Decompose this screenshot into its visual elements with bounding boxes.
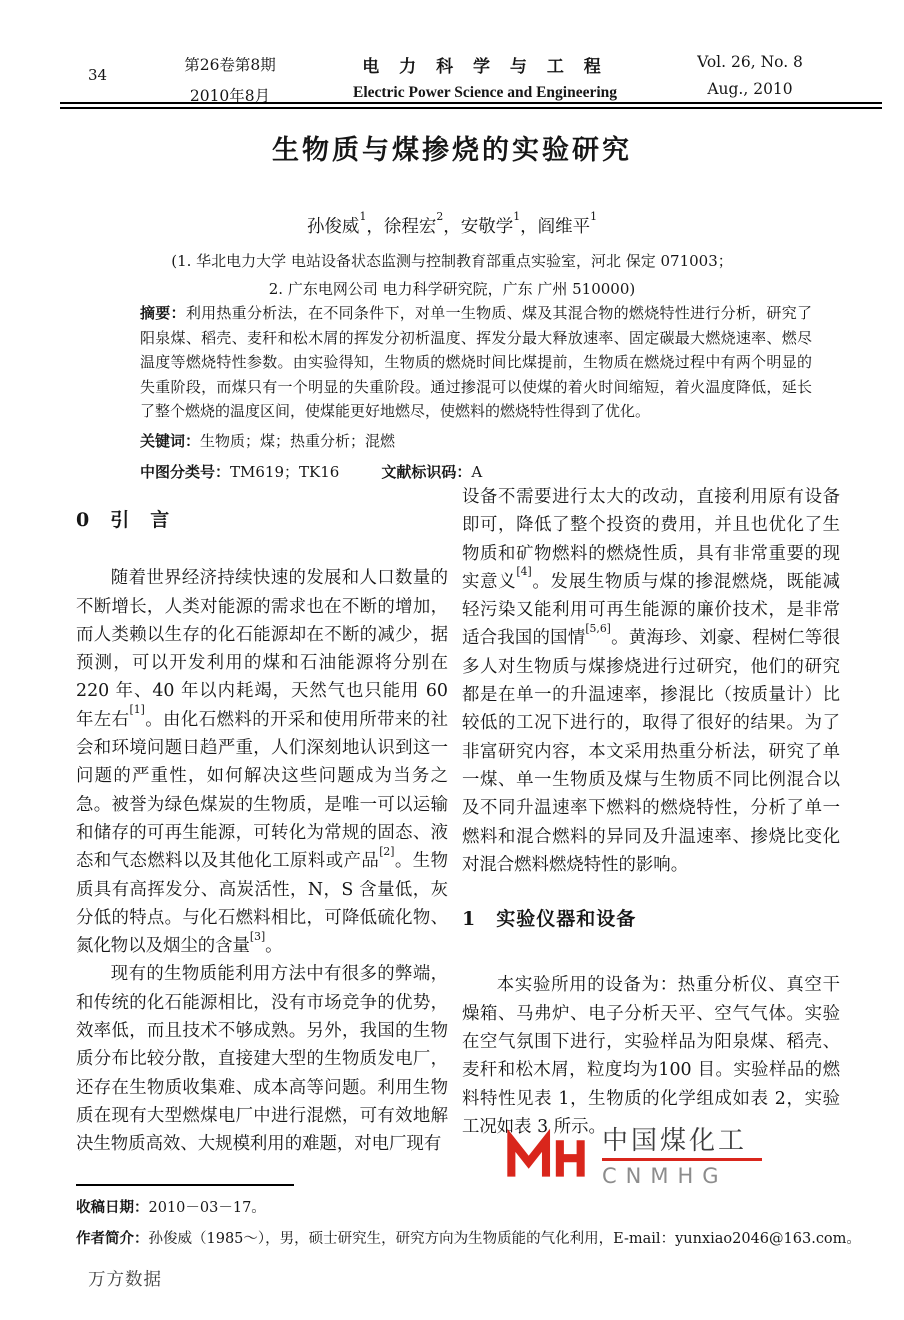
footnote-separator [76, 1184, 294, 1186]
clc-label: 中图分类号： [140, 463, 231, 481]
author-bio-label: 作者简介： [76, 1230, 149, 1247]
clc-line [140, 461, 812, 482]
date-cn: 2010年8月 [189, 87, 271, 105]
header-volume-block [150, 53, 310, 106]
right-column [462, 483, 840, 1141]
page-number: 34 [88, 66, 108, 84]
affiliation-line-1: (1. 华北电力大学 电站设备状态监测与控制教育部重点实验室，河北 保定 071003； [171, 252, 733, 270]
doc-code-value: A [471, 463, 483, 481]
logo-text-block [602, 1126, 762, 1188]
paper-title: 生物质与煤掺烧的实验研究 [272, 135, 632, 166]
intro-paragraph-2: 现有的生物质能利用方法中有很多的弊端，和传统的化石能源相比，没有市场竞争的优势，效率低，而且技术不够成熟。另外，我国的生物质分布比较分散，直接建大型的生物质发电厂，还存在生物质收集难、成本高等问题。利用生物质在现有大型燃煤电厂中进行混燃，可有效地解决生物质高效、大规模利用的难题，对电厂现有 [76, 964, 448, 1155]
cnmhg-logo [505, 1126, 762, 1188]
equipment-paragraph: 本实验所用的设备为：热重分析仪、真空干燥箱、马弗炉、电子分析天平、空气气体。实验在空气氛围下进行，实验样品为阳泉煤、稻壳、麦秆和松木屑，粒度均为100 目。实验样品的燃料特性见表 1，生物质的化学组成如表 2，实验工况如表 3 所示。 [462, 975, 840, 1137]
keywords-text: 生物质；煤；热重分析；混燃 [200, 432, 396, 450]
logo-text-cn: 中国煤化工 [602, 1126, 748, 1156]
clc-value: TM619；TK16 [230, 463, 340, 481]
section-1-heading: 1 实验仪器和设备 [462, 908, 637, 931]
date-en: Aug., 2010 [707, 80, 793, 98]
section-0-heading: 0 引 言 [76, 509, 171, 531]
logo-red-divider [602, 1158, 762, 1161]
received-date-line [76, 1196, 266, 1217]
intro-paragraph-1: 随着世界经济持续快速的发展和人口数量的不断增长，人类对能源的需求也在不断的增加，而人类赖以生存的化石能源却在不断的减少，据预测，可以开发利用的煤和石油能源将分别在220 年、40 年以内耗竭，天然气也只能用 60 年左右[1]。由化石燃料的开采和使用所带来的社会和环境问题日趋严重，人们深刻地认识到这一问题的严重性，如何解决这些问题成为当务之急。被誉为绿色煤炭的生物质，是唯一可以运输和储存的可再生能源，可转化为常规的固态、液态和气态燃料以及其他化工原料或产品[2]。生物质具有高挥发分、高炭活性，N，S 含量低，灰分低的特点。与化石燃料相比，可降低硫化物、氮化物以及烟尘的含量[3]。 [76, 568, 448, 957]
wanfang-watermark: 万方数据 [88, 1270, 162, 1290]
affiliation-line-2: 2. 广东电网公司 电力科学研究院，广东 广州 510000) [268, 280, 636, 298]
abstract-label: 摘要： [140, 304, 186, 322]
keywords-line [140, 430, 812, 451]
received-date-value: 2010－03－17。 [148, 1200, 266, 1216]
left-column [76, 506, 448, 1159]
volume-issue-cn: 第26卷第8期 [184, 56, 276, 74]
continuation-paragraph: 设备不需要进行太大的改动，直接利用原有设备即可，降低了整个投资的费用，并且也优化了生物质和矿物燃料的燃烧性质，具有非常重要的现实意义[4]。发展生物质与煤的掺混燃烧，既能减轻污染又能利用可再生能源的廉价技术，是非常适合我国的国情[5,6]。黄海珍、刘豪、程树仁等很多人对生物质与煤掺烧进行过研究，他们的研究都是在单一的升温速率，掺混比（按质量计）比较低的工况下进行的，取得了很好的结果。为了非富研究内容，本文采用热重分析法，研究了单一煤、单一生物质及煤与生物质不同比例混合以及不同升温速率下燃料的燃烧特性，分析了单一燃料和混合燃料的异同及升温速率、掺烧比变化对混合燃料燃烧特性的影响。 [462, 487, 840, 875]
logo-text-en: CNMHG [602, 1164, 728, 1188]
volume-issue-en: Vol. 26, No. 8 [697, 53, 803, 71]
received-date-label: 收稿日期： [76, 1199, 149, 1216]
doc-code-label: 文献标识码： [381, 463, 472, 481]
abstract-text: 利用热重分析法，在不同条件下，对单一生物质、煤及其混合物的燃烧特性进行分析，研究了阳泉煤、稻壳、麦秆和松木屑的挥发分初析温度、挥发分最大释放速率、固定碳最大燃烧速率、燃尽温度等燃烧特性参数。由实验得知，生物质的燃烧时间比煤提前，生物质在燃烧过程中有两个明显的失重阶段，而煤只有一个明显的失重阶段。通过掺混可以使煤的着火时间缩短，着火温度降低，延长了整个燃烧的温度区间，使煤能更好地燃尽，使燃料的燃烧特性得到了优化。 [140, 304, 812, 421]
keywords-label: 关键词： [140, 432, 201, 450]
author-bio-value: 孙俊威（1985～），男，硕士研究生，研究方向为生物质能的气化利用，E-mail：yunxiao2046@163.com。 [148, 1231, 861, 1247]
author-line: 孙俊威$^1$，徐程宏$^2$，安敬学$^1$，阎维平$^1$ [306, 210, 598, 237]
journal-title-cn: 电 力 科 学 与 工 程 [362, 57, 608, 77]
header-issue-en-block [655, 53, 845, 98]
author-bio-line [76, 1227, 861, 1248]
abstract [140, 301, 812, 424]
journal-title-en: Electric Power Science and Engineering [352, 84, 618, 101]
header-journal-block [320, 52, 650, 102]
header-double-rule [60, 102, 882, 109]
coal-chem-monogram-icon [505, 1126, 587, 1188]
